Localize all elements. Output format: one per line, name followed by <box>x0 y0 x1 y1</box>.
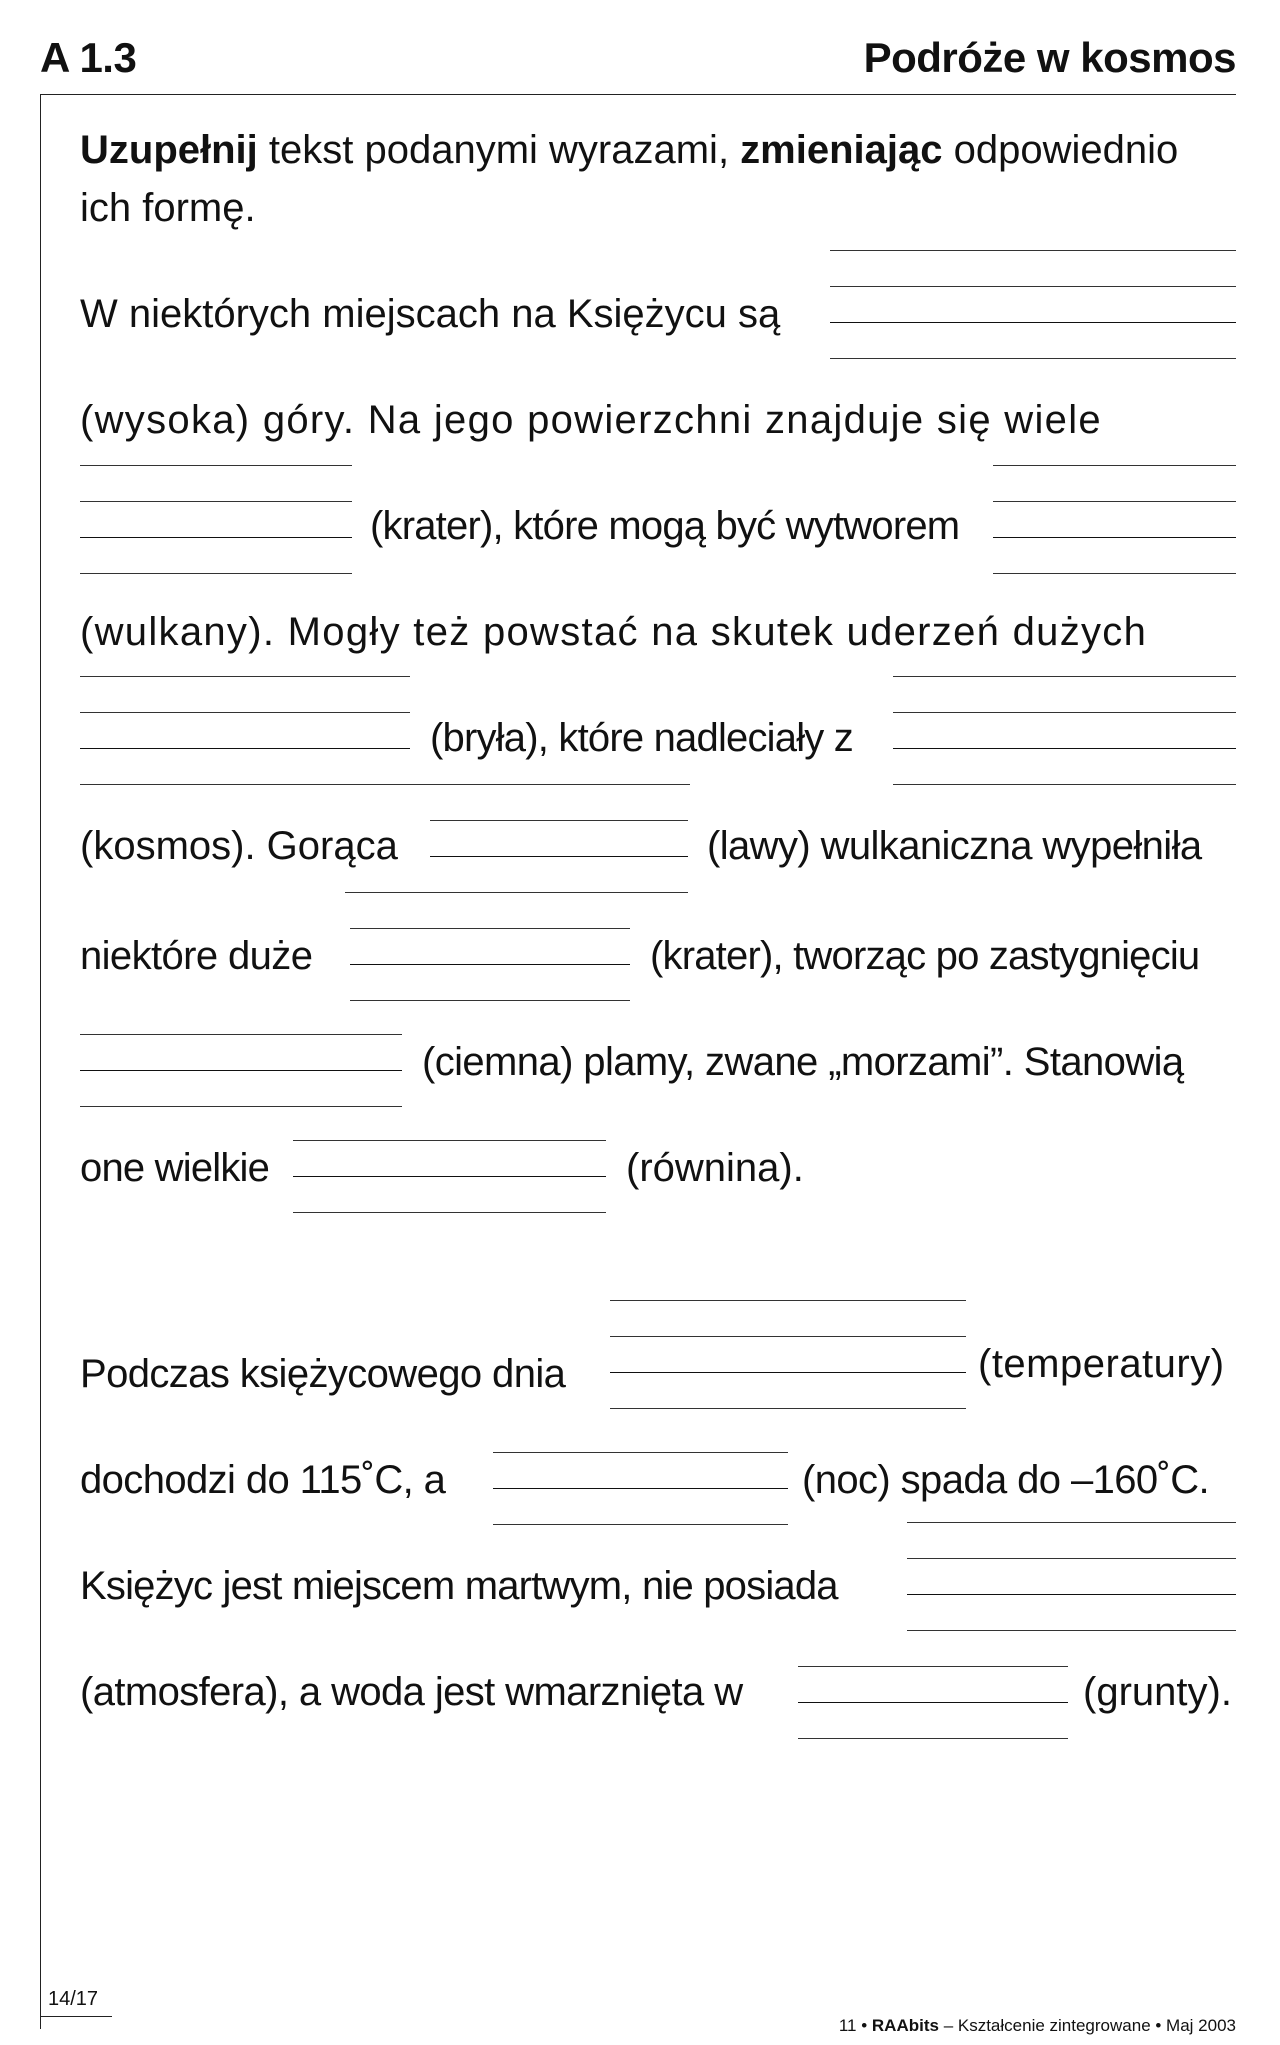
text-line-14: (temperatury) <box>978 1342 1225 1386</box>
answer-blank-4[interactable] <box>80 676 410 788</box>
footer-subtitle: – Kształcenie zintegrowane <box>938 2016 1156 2035</box>
text-line-17: Księżyc jest miejscem martwym, nie posiada <box>80 1564 838 1608</box>
instruction-line-1 <box>80 130 1178 170</box>
footer-bullet: • <box>861 2016 868 2035</box>
guide-line <box>80 784 690 785</box>
text-line-10: (ciemna) plamy, zwane „morzami”. Stanowią <box>422 1040 1184 1084</box>
text-line-3: (krater), które mogą być wytworem <box>370 504 960 548</box>
instruction-line-2: ich formę. <box>80 186 256 230</box>
text-line-9: (krater), tworząc po zastygnięciu <box>650 934 1200 978</box>
page-footer <box>839 2016 1236 2036</box>
answer-blank-11[interactable] <box>493 1452 788 1524</box>
answer-blank-2[interactable] <box>80 465 352 577</box>
text-line-5: (bryła), które nadleciały z <box>430 716 854 760</box>
answer-blank-6[interactable] <box>430 820 688 892</box>
answer-blank-7[interactable] <box>350 928 630 1000</box>
text-line-13: Podczas księżycowego dnia <box>80 1352 566 1396</box>
text-line-6: (kosmos). Gorąca <box>80 824 398 868</box>
page-fraction: 14/17 <box>48 1988 99 2010</box>
answer-blank-8[interactable] <box>80 1034 402 1106</box>
instruction-bold-1: Uzupełnij <box>80 128 258 172</box>
guide-line <box>345 892 688 893</box>
footer-brand: RAAbits <box>871 2016 939 2035</box>
instruction-text-2: odpowiednio <box>942 128 1179 172</box>
section-code: A 1.3 <box>40 34 137 81</box>
footer-date: Maj 2003 <box>1161 2016 1236 2035</box>
answer-blank-5[interactable] <box>893 676 1236 788</box>
text-line-12: (równina). <box>626 1146 804 1190</box>
instruction-text-1: tekst podanymi wyrazami, <box>257 128 741 172</box>
answer-blank-12[interactable] <box>907 1522 1236 1630</box>
text-line-18: (atmosfera), a woda jest wmarznięta w <box>80 1670 743 1714</box>
text-line-8: niektóre duże <box>80 934 313 978</box>
text-line-11: one wielkie <box>80 1146 270 1190</box>
text-line-15: dochodzi do 115˚C, a <box>80 1458 446 1502</box>
footer-bullet: • <box>1155 2016 1162 2035</box>
answer-blank-3[interactable] <box>993 465 1236 577</box>
text-line-19: (grunty). <box>1083 1670 1232 1714</box>
text-line-7: (lawy) wulkaniczna wypełniła <box>707 824 1202 868</box>
answer-blank-9[interactable] <box>293 1140 606 1212</box>
answer-blank-10[interactable] <box>610 1300 966 1408</box>
text-line-1: W niektórych miejscach na Księżycu są <box>80 292 781 336</box>
instruction-bold-2: zmieniając <box>740 128 943 172</box>
text-line-2: (wysoka) góry. Na jego powierzchni znajduje się wiele <box>80 398 1102 442</box>
worksheet-title: Podróże w kosmos <box>863 34 1236 81</box>
answer-blank-13[interactable] <box>798 1666 1068 1738</box>
text-line-16: (noc) spada do –160˚C. <box>802 1458 1210 1502</box>
page-fraction-line <box>40 2016 112 2017</box>
text-line-4: (wulkany). Mogły też powstać na skutek uderzeń dużych <box>80 610 1148 654</box>
answer-blank-1[interactable] <box>830 250 1236 362</box>
footer-page-number: 11 <box>838 2016 857 2035</box>
